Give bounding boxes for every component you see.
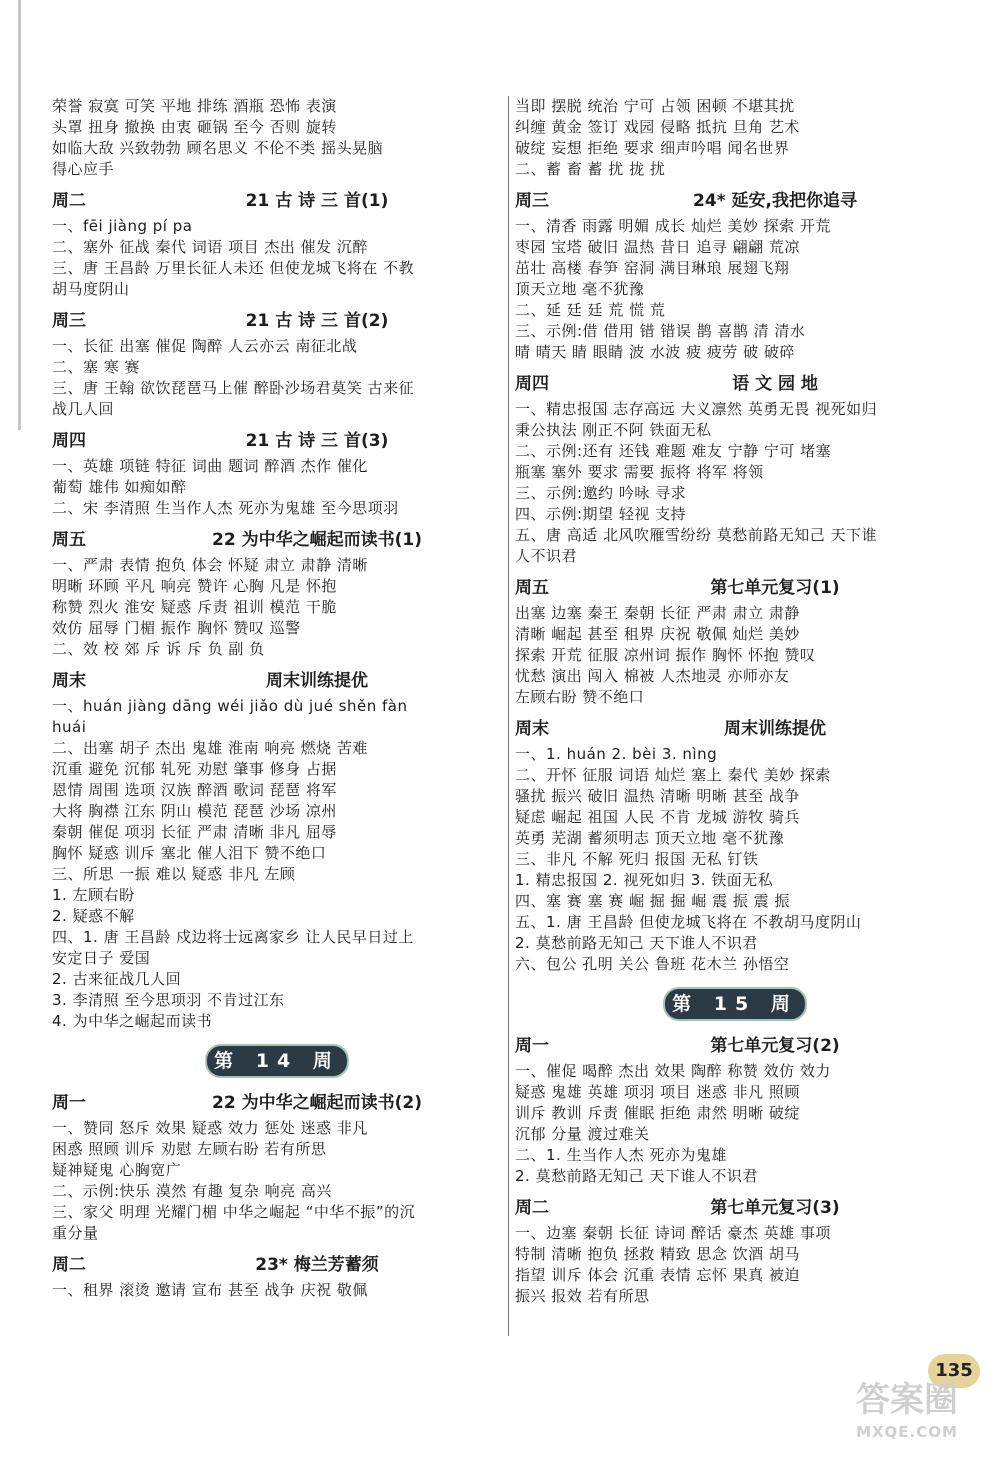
day-label: 周二 <box>52 1255 86 1275</box>
answer-line: 一、边塞 秦朝 长征 诗词 醉话 豪杰 英雄 事项 <box>515 1224 831 1242</box>
answer-line: 晴 晴天 睛 眼睛 波 水波 疲 疲劳 破 破碎 <box>515 343 795 361</box>
answer-line: 探索 开荒 征服 凉州词 振作 胸怀 怀抱 赞叹 <box>515 646 816 664</box>
answer-line: 左顾右盼 赞不绝口 <box>515 688 645 706</box>
answer-line: 出塞 边塞 秦王 秦朝 长征 严肃 肃立 肃静 <box>515 604 800 622</box>
watermark-logo <box>822 1378 992 1458</box>
section-title: 第七单元复习(3) <box>710 1198 840 1218</box>
section-header <box>515 186 955 216</box>
answer-line: 三、示例:借 借用 错 错误 鹊 喜鹊 清 清水 <box>515 322 806 340</box>
answer-line: 二、示例:还有 还钱 难题 难友 宁静 宁可 堵塞 <box>515 442 832 460</box>
answer-line: 四、示例:期望 轻视 支持 <box>515 505 687 523</box>
answer-line: 一、1. huán 2. bèi 3. nìng <box>515 745 718 763</box>
answer-line: 茁壮 高楼 春笋 窑洞 满目琳琅 展翅飞翔 <box>515 259 790 277</box>
section-header <box>515 1193 955 1223</box>
answer-line: 二、塞 寒 赛 <box>52 358 141 376</box>
answer-line: 一、英雄 项链 特征 词曲 题词 醉酒 杰作 催化 <box>52 457 368 475</box>
answer-line: 三、唐 王昌龄 万里长征人未还 但使龙城飞将在 不教 <box>52 259 415 277</box>
answer-line: 秉公执法 刚正不阿 铁面无私 <box>515 421 712 439</box>
day-label: 周三 <box>52 311 86 331</box>
answer-line: 如临大敌 兴致勃勃 顾名思义 不伦不类 摇头晃脑 <box>52 139 384 157</box>
answer-line: huái <box>52 718 87 736</box>
answer-line: 二、塞外 征战 秦代 词语 项目 杰出 催发 沉醉 <box>52 238 368 256</box>
answer-line: 清晰 崛起 甚至 租界 庆祝 敬佩 灿烂 美妙 <box>515 625 800 643</box>
answer-line: 六、包公 孔明 关公 鲁班 花木兰 孙悟空 <box>515 955 790 973</box>
answer-line: 2. 莫愁前路无知己 天下谁人不识君 <box>515 934 758 952</box>
day-label: 周一 <box>52 1093 86 1113</box>
answer-line: 秦朝 催促 项羽 长征 严肃 清晰 非凡 屈辱 <box>52 823 337 841</box>
answer-line: 人不识君 <box>515 547 578 565</box>
week-badge: 第 14 周 <box>205 1044 349 1078</box>
section-header <box>52 426 502 456</box>
answer-line: 大将 胸襟 江东 阴山 模范 琵琶 沙场 凉州 <box>52 802 337 820</box>
answer-line: 一、huán jiàng dāng wéi jiǎo dù jué shěn fàn <box>52 697 408 715</box>
answer-line: 破绽 妄想 拒绝 要求 细声吟唱 闻名世界 <box>515 139 790 157</box>
section-header <box>52 1250 502 1280</box>
answer-line: 二、延 廷 廷 荒 慌 荒 <box>515 301 666 319</box>
answer-line: 3. 李清照 至今思项羽 不肯过江东 <box>52 991 285 1009</box>
section-title: 语 文 园 地 <box>732 374 818 394</box>
binding-edge <box>18 0 21 430</box>
answer-line: 2. 疑惑不解 <box>52 907 135 925</box>
answer-line: 称赞 烈火 淮安 疑惑 斥责 祖训 模范 干脆 <box>52 598 337 616</box>
answer-line: 忧愁 演出 闯入 棉被 人杰地灵 亦师亦友 <box>515 667 790 685</box>
answer-line: 二、1. 生当作人杰 死亦为鬼雄 <box>515 1146 727 1164</box>
answer-line: 安定日子 爱国 <box>52 949 151 967</box>
day-label: 周末 <box>515 719 549 739</box>
answer-line: 纠缠 黄金 签订 戏园 侵略 抵抗 旦角 艺术 <box>515 118 800 136</box>
section-title: 21 古 诗 三 首(2) <box>245 311 389 331</box>
answer-line: 英勇 芜湖 蓄须明志 顶天立地 毫不犹豫 <box>515 829 785 847</box>
answer-line: 1. 左顾右盼 <box>52 886 135 904</box>
answer-line: 训斥 教训 斥责 催眠 拒绝 肃然 明晰 破绽 <box>515 1104 800 1122</box>
section-title: 第七单元复习(1) <box>710 578 840 598</box>
answer-line: 五、1. 唐 王昌龄 但使龙城飞将在 不教胡马度阴山 <box>515 913 862 931</box>
answer-line: 明晰 环顾 平凡 响亮 赞许 心胸 凡是 怀抱 <box>52 577 337 595</box>
answer-line: 一、催促 喝醉 杰出 效果 陶醉 称赞 效仿 效力 <box>515 1062 831 1080</box>
answer-line: 三、唐 王翰 欲饮琵琶马上催 醉卧沙场君莫笑 古来征 <box>52 379 415 397</box>
answer-line: 指望 训斥 体会 沉重 表情 忘怀 果真 被迫 <box>515 1266 800 1284</box>
answer-line: 一、fēi jiàng pí pa <box>52 217 193 235</box>
week-badge: 第 15 周 <box>663 987 807 1021</box>
answer-line: 恩情 周围 选项 汉族 醉酒 歌词 琵琶 将军 <box>52 781 337 799</box>
answer-line: 疑神疑鬼 心胸宽广 <box>52 1161 182 1179</box>
watermark-url: MXQE.COM <box>856 1423 958 1441</box>
answer-line: 一、清香 雨露 明媚 成长 灿烂 美妙 探索 开荒 <box>515 217 831 235</box>
section-header <box>515 369 955 399</box>
answer-line: 四、1. 唐 王昌龄 戍边将士远离家乡 让人民早日过上 <box>52 928 414 946</box>
answer-line: 2. 古来征战几人回 <box>52 970 182 988</box>
answer-line: 沉郁 分量 渡过难关 <box>515 1125 650 1143</box>
answer-line: 二、蓄 畜 蓄 扰 拢 扰 <box>515 160 666 178</box>
answer-line: 胸怀 疑惑 训斥 塞北 催人泪下 赞不绝口 <box>52 844 327 862</box>
answer-line: 一、租界 滚烫 邀请 宣布 甚至 战争 庆祝 敬佩 <box>52 1281 368 1299</box>
answer-line: 效仿 屈辱 门楣 振作 胸怀 赞叹 巡警 <box>52 619 301 637</box>
answer-line: 困惑 照顾 训斥 劝慰 左顾右盼 若有所思 <box>52 1140 327 1158</box>
section-header <box>52 525 502 555</box>
answer-line: 疑虑 崛起 祖国 人民 不肯 龙城 游牧 骑兵 <box>515 808 800 826</box>
section-title: 22 为中华之崛起而读书(1) <box>212 530 422 550</box>
section-header <box>515 714 955 744</box>
section-title: 22 为中华之崛起而读书(2) <box>212 1093 422 1113</box>
section-header <box>52 306 502 336</box>
answer-line: 二、示例:快乐 漠然 有趣 复杂 响亮 高兴 <box>52 1182 332 1200</box>
section-title: 周末训练提优 <box>724 719 826 739</box>
day-label: 周二 <box>515 1198 549 1218</box>
section-title: 第七单元复习(2) <box>710 1036 840 1056</box>
section-header <box>52 666 502 696</box>
day-label: 周三 <box>515 191 549 211</box>
answer-line: 三、所思 一振 难以 疑惑 非凡 左顾 <box>52 865 296 883</box>
answer-line: 三、家父 明理 光耀门楣 中华之崛起 “中华不振”的沉 <box>52 1203 416 1221</box>
answer-line: 葡萄 雄伟 如痴如醉 <box>52 478 187 496</box>
answer-line: 特制 清晰 抱负 拯救 精致 思念 饮酒 胡马 <box>515 1245 800 1263</box>
answer-line: 二、宋 李清照 生当作人杰 死亦为鬼雄 至今思项羽 <box>52 499 399 517</box>
answer-line: 三、示例:邀约 吟咏 寻求 <box>515 484 687 502</box>
watermark-text: 答案圈 <box>856 1380 958 1420</box>
right-column <box>515 96 955 1307</box>
answer-line: 4. 为中华之崛起而读书 <box>52 1012 213 1030</box>
page-number: 135 <box>928 1354 980 1388</box>
answer-line: 四、塞 赛 塞 赛 崛 掘 掘 崛 震 振 震 振 <box>515 892 790 910</box>
section-header <box>52 186 502 216</box>
answer-line: 得心应手 <box>52 160 115 178</box>
answer-line: 一、赞同 怒斥 效果 疑惑 效力 惩处 迷惑 非凡 <box>52 1119 368 1137</box>
answer-line: 战几人回 <box>52 400 115 418</box>
section-title: 周末训练提优 <box>266 671 368 691</box>
answer-line: 一、长征 出塞 催促 陶醉 人云亦云 南征北战 <box>52 337 358 355</box>
answer-line: 二、出塞 胡子 杰出 鬼雄 淮南 响亮 燃烧 苦难 <box>52 739 368 757</box>
day-label: 周末 <box>52 671 86 691</box>
section-title: 21 古 诗 三 首(1) <box>245 191 389 211</box>
answer-line: 枣园 宝塔 破旧 温热 昔日 追寻 翩翩 荒凉 <box>515 238 800 256</box>
answer-line: 疑惑 鬼雄 英雄 项羽 项目 迷惑 非凡 照顾 <box>515 1083 800 1101</box>
answer-line: 一、严肃 表情 抱负 体会 怀疑 肃立 肃静 清晰 <box>52 556 368 574</box>
answer-line: 沉重 避免 沉郁 轧死 劝慰 肇事 修身 占据 <box>52 760 337 778</box>
answer-line: 当即 摆脱 统治 宁可 占领 困顿 不堪其扰 <box>515 97 795 115</box>
answer-line: 二、开怀 征服 词语 灿烂 塞上 秦代 美妙 探索 <box>515 766 831 784</box>
answer-line: 1. 精忠报国 2. 视死如归 3. 铁面无私 <box>515 871 774 889</box>
section-header <box>52 1088 502 1118</box>
day-label: 周四 <box>52 431 86 451</box>
answer-line: 胡马度阴山 <box>52 280 130 298</box>
answer-line: 三、非凡 不解 死归 报国 无私 钉铁 <box>515 850 759 868</box>
day-label: 周四 <box>515 374 549 394</box>
day-label: 周五 <box>52 530 86 550</box>
column-divider <box>508 96 509 1336</box>
day-label: 周二 <box>52 191 86 211</box>
answer-line: 2. 莫愁前路无知己 天下谁人不识君 <box>515 1167 758 1185</box>
answer-line: 一、精忠报国 志存高远 大义凛然 英勇无畏 视死如归 <box>515 400 878 418</box>
left-column <box>52 96 502 1301</box>
answer-line: 瓶塞 塞外 要求 需要 振将 将军 将领 <box>515 463 764 481</box>
answer-line: 骚扰 振兴 破旧 温热 清晰 明晰 甚至 战争 <box>515 787 800 805</box>
answer-line: 荣誉 寂寞 可笑 平地 排练 酒瓶 恐怖 表演 <box>52 97 337 115</box>
section-title: 24* 延安,我把你追寻 <box>693 191 857 211</box>
answer-line: 重分量 <box>52 1224 99 1242</box>
section-header <box>515 573 955 603</box>
day-label: 周五 <box>515 578 549 598</box>
answer-line: 五、唐 高适 北风吹雁雪纷纷 莫愁前路无知己 天下谁 <box>515 526 878 544</box>
section-title: 21 古 诗 三 首(3) <box>245 431 389 451</box>
answer-line: 振兴 报效 若有所思 <box>515 1287 650 1305</box>
answer-line: 头罩 扭身 撤换 由衷 砸锅 至今 否则 旋转 <box>52 118 337 136</box>
day-label: 周一 <box>515 1036 549 1056</box>
section-title: 23* 梅兰芳蓄须 <box>255 1255 379 1275</box>
answer-line: 顶天立地 毫不犹豫 <box>515 280 645 298</box>
section-header <box>515 1031 955 1061</box>
answer-line: 二、效 校 郊 斥 诉 斥 负 副 负 <box>52 640 265 658</box>
